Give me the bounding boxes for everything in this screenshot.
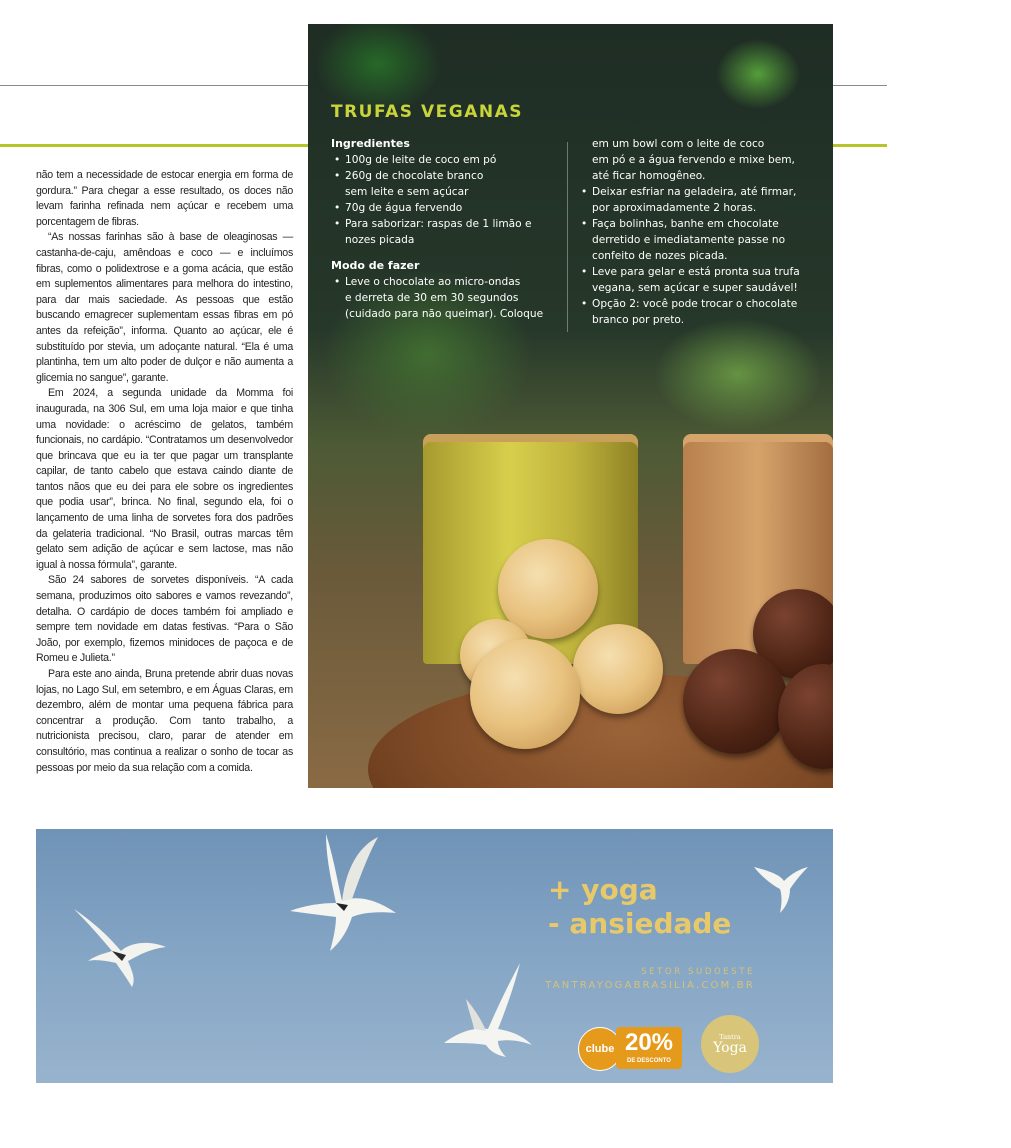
bird-icon xyxy=(66,899,176,989)
method-list-right xyxy=(578,136,808,328)
recipe-column-left xyxy=(331,136,559,322)
bird-icon xyxy=(436,959,536,1059)
article-paragraph: “As nossas farinhas são à base de oleaginosas — castanha-de-caju, amêndoas e coco — e incluímos fibras, como o polidextrose e a goma acácia, que estão em suplementos alimentares para melhora do intestino, para dar mais saciedade. As pessoas que estão buscando emagrecer suplementam essas fibras em pó antes da refeição”, informa. Quanto ao açúcar, ele é substituído por stevia, um adoçante natural. “Ela é uma plantinha, tem um alto poder de dulçor e não aumenta a glicemia no sangue”, garante. xyxy=(36,231,293,384)
ad-location: SETOR SUDOESTE xyxy=(641,967,755,977)
method-step: • Deixar esfriar na geladeira, até firmar, xyxy=(578,184,808,200)
ad-url-link[interactable]: TANTRAYOGABRASILIA.COM.BR xyxy=(545,980,755,991)
article-paragraph: não tem a necessidade de estocar energia em forma de gordura.” Para chegar a esse resultado, os doces não levam farinha refinada nem açúcar e recebem uma porcentagem de fibras. xyxy=(36,169,293,228)
method-step: derretido e imediatamente passe no xyxy=(592,234,786,246)
discount-value: 20% xyxy=(624,1029,674,1056)
truffle-photo xyxy=(308,24,833,788)
article-paragraph: Em 2024, a segunda unidade da Momma foi inaugurada, na 306 Sul, em uma loja maior e que tinha uma novidade: o acréscimo de gelatos, também funcionais, no cardápio. “Contratamos um desenvolvedor que brincava que eu ia ter que pagar um transplante capilar, de tanto cabelo que estava caindo diante de tantos nãos que eu dei para ele sobre os ingredientes que podia usar”, brinca. No final, segundo ela, foi o lançamento de uma linha de sorvetes fora dos padrões da gelateria tradicional. “No Brasil, outras marcas têm gelato sem adição de açúcar e sem lactose, mas não igual à nossa fórmula”, garante. xyxy=(36,387,293,571)
ad-headline xyxy=(548,873,731,941)
method-step: por aproximadamente 2 horas. xyxy=(592,202,757,214)
ingredient-item: • 100g de leite de coco em pó xyxy=(331,152,559,168)
top-rule-left xyxy=(0,85,308,86)
recipe-divider xyxy=(567,142,568,332)
ingredient-item: • 260g de chocolate branco xyxy=(331,168,559,184)
ingredient-item: nozes picada xyxy=(345,234,415,246)
method-step: branco por preto. xyxy=(592,314,685,326)
white-truffle xyxy=(470,639,580,749)
recipe-title: TRUFAS VEGANAS xyxy=(331,102,523,122)
method-step: confeito de nozes picada. xyxy=(592,250,728,262)
recipe-box xyxy=(308,24,833,364)
discount-label: DE DESCONTO xyxy=(627,1058,671,1064)
accent-rule-left xyxy=(0,144,308,147)
brand-seal-bottom: Yoga xyxy=(713,1040,747,1056)
ad-headline-line: - ansiedade xyxy=(548,907,732,940)
ingredients-heading: Ingredientes xyxy=(331,137,410,150)
recipe-column-right xyxy=(578,136,808,328)
method-step: • Leve para gelar e está pronta sua trufa xyxy=(578,264,808,280)
method-step: • Faça bolinhas, banhe em chocolate xyxy=(578,216,808,232)
ingredients-list xyxy=(331,152,559,248)
accent-rule-right xyxy=(833,144,887,147)
white-truffle xyxy=(573,624,663,714)
bird-icon xyxy=(750,857,810,917)
club-label: clube xyxy=(585,1043,615,1055)
chocolate-truffle xyxy=(683,649,788,754)
method-step: (cuidado para não queimar). Coloque xyxy=(345,308,544,320)
method-step: vegana, sem açúcar e super saudável! xyxy=(592,282,798,294)
ingredient-item: • Para saborizar: raspas de 1 limão e xyxy=(331,216,559,232)
article-column xyxy=(36,168,293,776)
method-heading: Modo de fazer xyxy=(331,259,420,272)
yoga-advertisement[interactable] xyxy=(36,829,833,1083)
brand-seal xyxy=(701,1015,759,1073)
method-step: em pó e a água fervendo e mixe bem, xyxy=(592,154,795,166)
discount-badge xyxy=(616,1027,682,1069)
method-step: • Opção 2: você pode trocar o chocolate xyxy=(578,296,808,312)
method-step: até ficar homogêneo. xyxy=(592,170,706,182)
method-step: em um bowl com o leite de coco xyxy=(592,138,765,150)
method-list-left xyxy=(331,274,559,322)
ad-headline-line: + yoga xyxy=(548,873,658,906)
article-paragraph: Para este ano ainda, Bruna pretende abrir duas novas lojas, no Lago Sul, em setembro, e em Águas Claras, em dezembro, além de montar uma pequena fábrica para concentrar a produção. Com tanto trabalho, a nutricionista precisou, claro, parar de atender em consultório, mas continua a realizar o sonho de tocar as pessoas por meio da sua relação com a comida. xyxy=(36,668,293,774)
top-rule-right xyxy=(833,85,887,86)
ingredient-item: sem leite e sem açúcar xyxy=(345,186,469,198)
method-step: • Leve o chocolate ao micro-ondas xyxy=(331,274,559,290)
article-paragraph: São 24 sabores de sorvetes disponíveis. “A cada semana, produzimos oito sabores e vamos revezando”, detalha. O cardápio de doces também foi ampliado e sempre tem novidade em datas festivas. “Para o São João, por exemplo, fizemos minidoces de paçoca e de Romeu e Julieta.” xyxy=(36,574,293,665)
bird-icon xyxy=(286,829,416,959)
brand-seal-top: Tantra xyxy=(719,1033,741,1041)
method-step: e derreta de 30 em 30 segundos xyxy=(345,292,519,304)
ingredient-item: • 70g de água fervendo xyxy=(331,200,559,216)
